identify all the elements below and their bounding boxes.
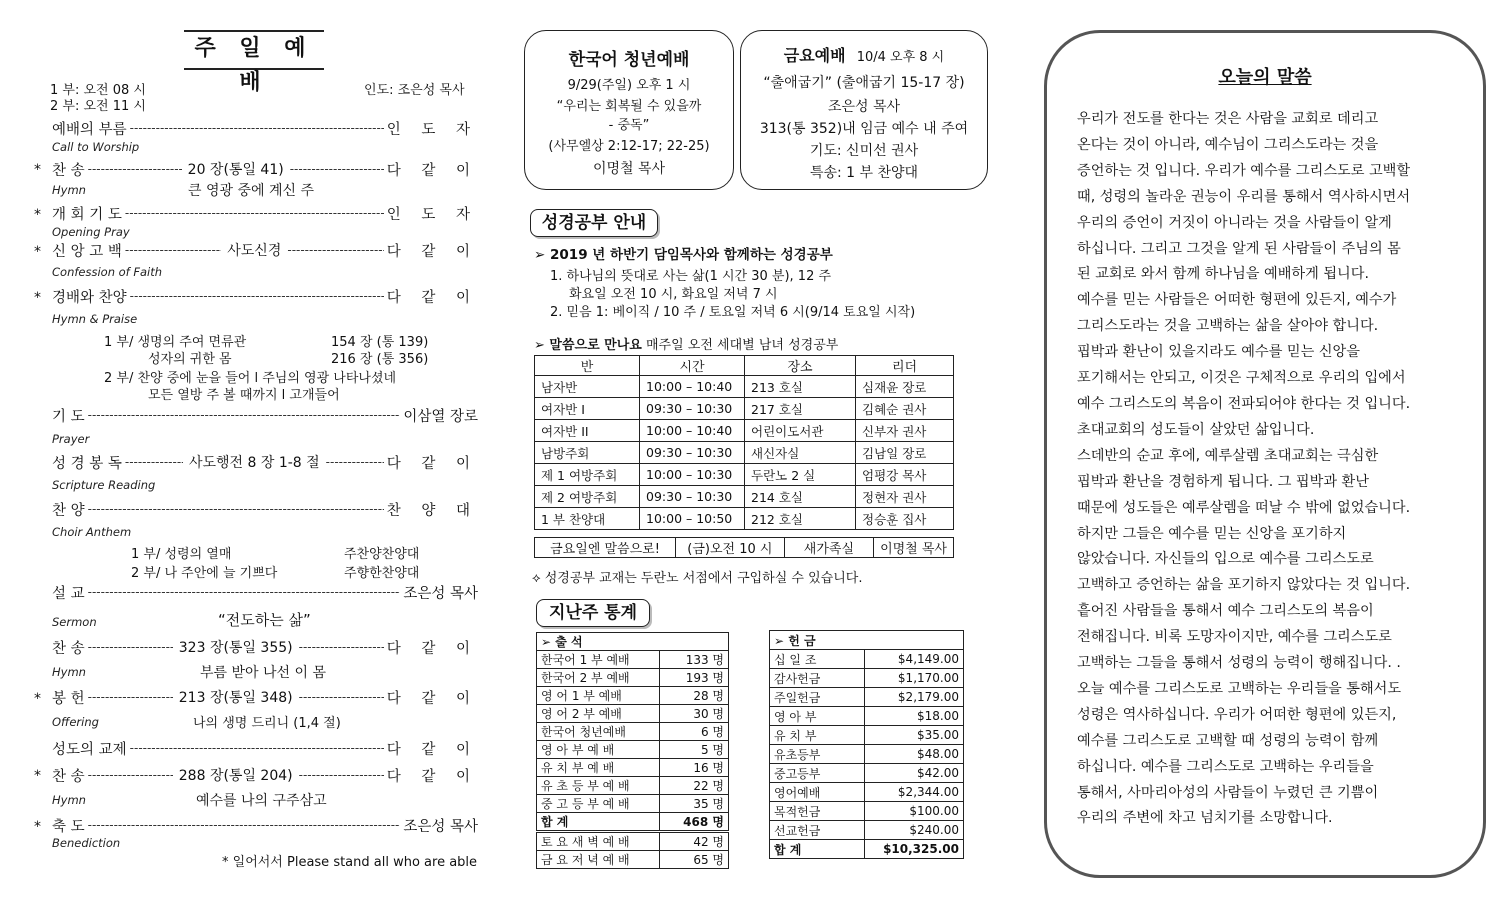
table-row [537,795,729,813]
order-who: 다 같 이 [386,640,478,657]
table-row [537,759,729,777]
cell: (금)오전 10 시 [676,538,785,558]
order-item-hymn3 [52,765,478,785]
cell: 중 고 등 부 예 배 [537,795,660,813]
todays-word-text [1077,107,1477,832]
praise-song: 1 부/ 생명의 주여 면류관 [104,335,247,350]
cell: 김혜순 권사 [856,398,954,420]
word-line: 하십니다. 예수를 그리스도로 고백하는 우리들을 [1077,758,1374,775]
cell: 42 명 [660,833,729,851]
order-item-creed [52,240,478,260]
order-item-fellowship [52,738,478,758]
word-line: 하지만 그들은 예수를 믿는 신앙을 포기하지 [1077,525,1347,542]
order-who: 다 같 이 [386,768,478,785]
order-label: 봉 헌 [52,690,85,707]
study-line: 1. 하나님의 뜻대로 사는 삶(1 시간 30 분), 12 주 [550,269,832,284]
attendance-table-2 [536,832,729,869]
cell: $48.00 [865,745,964,764]
order-label: 찬 송 [52,162,85,179]
cell: 영 아 부 [770,707,865,726]
youth-service-box [524,30,734,190]
word-line: 된 교회로 와서 함께 하나님을 예배하게 됩니다. [1077,266,1369,283]
word-line: 우리의 주변에 차고 넘치기를 소망합니다. [1077,810,1333,827]
study-heading-2: ➢ 말씀으로 만나요 [534,338,642,353]
order-label: 축 도 [52,818,85,835]
friday-pastor: 조은성 목사 [827,99,901,115]
friday-study-table [534,537,954,558]
friday-message: “출애굽기” (출애굽기 15-17 장) [763,75,965,91]
order-item-hymn2 [52,637,478,657]
order-mid: 213 장(통일 348) [178,690,293,706]
table-row [535,464,954,486]
todays-word-panel [1044,30,1486,878]
cell: 영 아 부 예 배 [537,741,660,759]
word-line: 때, 성령의 놀라운 권능이 우리를 통해서 역사하시면서 [1077,188,1411,205]
cell: $42.00 [865,764,964,783]
order-en: Choir Anthem [52,525,132,539]
table-row [537,705,729,723]
cell: $4,149.00 [865,650,964,669]
friday-time: 10/4 오후 8 시 [856,50,945,65]
order-label: 예배의 부름 [52,121,127,138]
youth-pastor: 이명철 목사 [592,161,666,177]
cell: 두란노 2 실 [745,464,856,486]
stats-tag: 지난주 통계 [536,599,650,627]
order-en: Offering [52,715,99,729]
cell: 212 호실 [745,508,856,530]
word-line: 않았습니다. 자신들의 입으로 예수를 그리스도로 [1077,551,1374,568]
table-row [537,741,729,759]
word-line: 하십니다. 그리고 그것을 알게 된 사람들이 주님의 몸 [1077,240,1401,257]
cell: 유 치 부 [770,726,865,745]
study-line: 2. 믿음 1: 베이직 / 10 주 / 토요일 저녁 6 시(9/14 토요일 시작) [550,305,916,320]
cell: 금요일엔 말씀으로! [535,538,676,558]
cell: 김남일 장로 [856,442,954,464]
order-label: 찬 송 [52,768,85,785]
praise-song: 모든 열방 주 볼 때까지 l 고개들어 [148,388,340,403]
cell: 합 계 [537,813,660,832]
choir-name: 주향한찬양대 [344,566,420,581]
study-table [534,355,954,530]
cell: 유초등부 [770,745,865,764]
cell: 10:00 – 10:30 [640,464,745,486]
word-line: 고백하는 그들을 통해서 성령의 능력이 행해집니다. . [1077,655,1401,672]
word-line: 예수를 믿는 사람들은 어떠한 형편에 있든지, 예수가 [1077,292,1397,309]
table-row [535,486,954,508]
todays-word-title: 오늘의 말씀 [1218,67,1312,88]
stand-mark: * [34,244,41,260]
cell: 영어예배 [770,783,865,802]
youth-title: 한국어 청년예배 [568,50,690,70]
cell: 6 명 [660,723,729,741]
table-row [537,651,729,669]
table-row [537,669,729,687]
order-mid: 288 장(통일 204) [178,768,293,784]
word-line: 흩어진 사람들을 통해서 예수 그리스도의 복음이 [1077,603,1374,620]
study-heading-2-text: 매주일 오전 세대별 남녀 성경공부 [646,338,839,353]
word-line: 전해집니다. 비록 도망자이지만, 예수를 그리스도로 [1077,629,1392,646]
offering-heading: ➢ 헌 금 [770,631,964,650]
leader-info: 인도: 조은성 목사 [364,83,465,98]
order-label: 성 경 봉 독 [52,455,122,472]
order-en: Hymn [52,665,86,679]
order-who: 다 같 이 [386,690,478,707]
order-who: 이삼열 장로 [403,408,478,425]
choir-song: 2 부/ 나 주안에 늘 기쁘다 [131,566,278,581]
table-row [537,833,729,851]
cell: 정현자 권사 [856,486,954,508]
table-row [770,840,964,859]
stand-mark: * [34,162,41,178]
table-header: 시간 [640,356,745,376]
study-line: 화요일 오전 10 시, 화요일 저녁 7 시 [569,287,778,302]
stand-mark: * [34,691,41,707]
order-item-praise [52,286,478,306]
table-row [535,538,954,558]
order-en: Call to Worship [52,140,140,154]
table-row [535,376,954,398]
hymn-title: 예수를 나의 구주삼고 [196,793,327,809]
service-time-1: 1 부: 오전 08 시 [50,83,146,98]
table-row [537,723,729,741]
order-who: 다 같 이 [386,243,478,260]
table-header: 리더 [856,356,954,376]
stand-note: * 일어서서 Please stand all who are able [222,855,478,870]
table-row [770,726,964,745]
word-line: 포기해서는 안되고, 이것은 구체적으로 우리의 입에서 [1077,370,1406,387]
cell: 35 명 [660,795,729,813]
order-label: 찬 양 [52,502,85,519]
choir-name: 주찬양찬양대 [344,547,420,562]
hymn-title: 큰 영광 중에 계신 주 [188,183,314,199]
order-label: 설 교 [52,585,85,602]
table-row [537,851,729,869]
cell: 10:00 – 10:50 [640,508,745,530]
youth-message: - 중독” [608,118,650,133]
table-row [537,687,729,705]
cell: 감사헌금 [770,669,865,688]
cell: 214 호실 [745,486,856,508]
order-label: 성도의 교제 [52,741,127,758]
cell: $100.00 [865,802,964,821]
cell: 한국어 1 부 예배 [537,651,660,669]
order-label: 기 도 [52,408,85,425]
stand-mark: * [34,819,41,835]
order-label: 찬 송 [52,640,85,657]
cell: 여자반 I [535,398,640,420]
praise-song: 2 부/ 찬양 중에 눈을 들어 l 주님의 영광 나타나셨네 [104,371,397,386]
word-line: 스데반의 순교 후에, 예루살렘 초대교회는 극심한 [1077,447,1379,464]
cell: 22 명 [660,777,729,795]
order-who: 다 같 이 [386,741,478,758]
cell: 이명철 목사 [874,538,954,558]
cell: 정승훈 집사 [856,508,954,530]
cell: 금 요 저 녁 예 배 [537,851,660,869]
cell: 새신자실 [745,442,856,464]
order-en: Confession of Faith [52,265,163,279]
cell: 468 명 [660,813,729,832]
order-en: Hymn [52,793,86,807]
cell: 합 계 [770,840,865,859]
cell: $18.00 [865,707,964,726]
word-line: 고백하고 증언하는 삶을 포기하지 않았다는 것 입니다. [1077,577,1411,594]
word-line: 핍박과 환난이 있을지라도 예수를 믿는 신앙을 [1077,344,1360,361]
cell: 영 어 2 부 예배 [537,705,660,723]
cell: 남방주회 [535,442,640,464]
youth-message: “우리는 회복될 수 있을까 [556,99,702,114]
cell: 133 명 [660,651,729,669]
order-who: 다 같 이 [386,162,478,179]
attendance-table [536,632,729,833]
order-item-opening [52,203,478,223]
order-en: Prayer [52,432,90,446]
order-item-benediction [52,815,478,835]
table-header: 반 [535,356,640,376]
cell: 10:00 – 10:40 [640,376,745,398]
table-row [770,764,964,783]
word-line: 때문에 성도들은 예루살렘을 떠날 수 밖에 없었습니다. [1077,499,1411,516]
word-line: 우리가 전도를 한다는 것은 사람을 교회로 데리고 [1077,111,1379,127]
word-line: 초대교회의 성도들이 살았던 삶입니다. [1077,421,1315,438]
cell: 30 명 [660,705,729,723]
order-item-offering [52,687,478,707]
study-heading: ➢ 2019 년 하반기 담임목사와 함께하는 성경공부 [534,247,833,263]
table-row [535,442,954,464]
cell: 65 명 [660,851,729,869]
cell: 심재윤 장로 [856,376,954,398]
study-tag: 성경공부 안내 [530,209,658,237]
attendance-heading: ➢ 출 석 [537,633,729,651]
hymn-title: 나의 생명 드리니 (1,4 절) [193,716,341,731]
order-mid: 323 장(통일 355) [178,640,293,656]
friday-prayer: 기도: 신미선 권사 [809,143,919,159]
order-mid: 20 장(통일 41) [187,162,284,178]
cell: 217 호실 [745,398,856,420]
stand-mark: * [34,207,41,223]
cell: 선교헌금 [770,821,865,840]
order-who: 조은성 목사 [403,585,478,602]
cell: $1,170.00 [865,669,964,688]
order-who: 다 같 이 [386,455,479,472]
word-line: 온다는 것이 아니라, 예수님이 그리스도라는 것을 [1077,136,1379,153]
word-line: 우리의 증언이 거짓이 아니라는 것을 사람들이 알게 [1077,214,1392,231]
order-who: 인 도 자 [386,206,478,223]
order-item-reading [52,452,478,472]
cell: 유 초 등 부 예 배 [537,777,660,795]
order-en: Sermon [52,615,97,629]
cell: $2,179.00 [865,688,964,707]
friday-title: 금요예배 [783,46,846,65]
cell: 신부자 권사 [856,420,954,442]
order-en: Scripture Reading [52,478,156,492]
word-line: 오늘 예수를 그리스도로 고백하는 우리들을 통해서도 [1077,680,1402,697]
order-who: 다 같 이 [386,289,478,306]
cell: 09:30 – 10:30 [640,486,745,508]
table-row [770,745,964,764]
order-mid: 사도행전 8 장 1-8 절 [188,455,320,471]
table-row [770,669,964,688]
table-row [770,783,964,802]
cell: 어린이도서관 [745,420,856,442]
cell: $240.00 [865,821,964,840]
offering-table [769,630,964,859]
cell: 제 1 여방주회 [535,464,640,486]
cell: 남자반 [535,376,640,398]
word-line: 증언하는 것 입니다. 우리가 예수를 그리스도로 고백할 [1077,162,1411,179]
table-row [535,420,954,442]
friday-hymn: 313(통 352)내 임금 예수 내 주여 [759,121,969,137]
order-label: 경배와 찬양 [52,289,127,306]
order-label: 신 앙 고 백 [52,243,122,260]
cell: 목적헌금 [770,802,865,821]
friday-special: 특송: 1 부 찬양대 [809,165,919,181]
cell: 한국어 청년예배 [537,723,660,741]
word-line: 그리스도라는 것을 고백하는 삶을 살아야 합니다. [1077,318,1379,335]
cell: 토 요 새 벽 예 배 [537,833,660,851]
praise-song: 성자의 귀한 몸 [148,352,232,367]
order-item-call [52,118,478,138]
table-row [770,688,964,707]
stand-mark: * [34,290,41,306]
cell: 영 어 1 부 예배 [537,687,660,705]
worship-title: 주 일 예 배 [184,30,324,70]
word-line: 핍박과 환난을 경험하게 됩니다. 그 핍박과 환난 [1077,473,1369,490]
stand-mark: * [34,768,41,784]
order-en: Hymn [52,183,86,197]
cell: 주일헌금 [770,688,865,707]
order-en: Hymn & Praise [52,312,138,326]
cell: $35.00 [865,726,964,745]
cell: 제 2 여방주회 [535,486,640,508]
table-row [537,777,729,795]
table-row [770,707,964,726]
order-who: 조은성 목사 [403,818,478,835]
cell: 16 명 [660,759,729,777]
cell: 5 명 [660,741,729,759]
table-row [535,508,954,530]
cell: 213 호실 [745,376,856,398]
cell: 새가족실 [784,538,873,558]
order-item-sermon [52,582,478,602]
cell: 엄평강 목사 [856,464,954,486]
cell: 유 치 부 예 배 [537,759,660,777]
cell: 10:00 – 10:40 [640,420,745,442]
order-mid: 사도신경 [227,243,282,259]
cell: 09:30 – 10:30 [640,398,745,420]
cell: 1 부 찬양대 [535,508,640,530]
table-row [537,813,729,832]
word-line: 성령은 역사하십니다. 우리가 어떠한 형편에 있든지, [1077,706,1397,723]
order-who: 찬 양 대 [386,502,478,519]
praise-song-number: 216 장 (통 356) [331,352,429,367]
study-note: ⟡ 성경공부 교재는 두란노 서점에서 구입하실 수 있습니다. [532,571,863,586]
sermon-title: “전도하는 삶” [218,611,311,629]
table-row [770,821,964,840]
word-line: 예수 그리스도의 복음이 전파되어야 한다는 것 입니다. [1077,395,1411,412]
cell: 28 명 [660,687,729,705]
youth-date: 9/29(주일) 오후 1 시 [567,78,691,93]
choir-song: 1 부/ 성령의 열매 [131,547,232,562]
order-item-prayer [52,405,478,425]
cell: $10,325.00 [865,840,964,859]
friday-service-box [740,30,988,190]
table-row [770,802,964,821]
cell: 십 일 조 [770,650,865,669]
word-line: 통해서, 사마리아성의 사람들이 누렸던 큰 기쁨이 [1077,784,1379,801]
order-en: Opening Pray [52,225,130,239]
cell: 중고등부 [770,764,865,783]
order-item-hymn1 [52,159,478,179]
cell: 193 명 [660,669,729,687]
table-row [535,398,954,420]
order-label: 개 회 기 도 [52,206,122,223]
cell: 여자반 II [535,420,640,442]
word-line: 예수를 그리스도로 고백할 때 성령의 능력이 함께 [1077,732,1379,749]
youth-reference: (사무엘상 2:12-17; 22-25) [548,139,710,154]
praise-song-number: 154 장 (통 139) [331,335,429,350]
table-row [770,650,964,669]
service-time-2: 2 부: 오전 11 시 [50,99,146,114]
cell: 09:30 – 10:30 [640,442,745,464]
cell: 한국어 2 부 예배 [537,669,660,687]
cell: $2,344.00 [865,783,964,802]
order-en: Benediction [52,836,121,850]
hymn-title: 부름 받아 나선 이 몸 [200,665,326,681]
order-who: 인 도 자 [386,121,478,138]
order-item-choir [52,499,478,519]
table-header: 장소 [745,356,856,376]
